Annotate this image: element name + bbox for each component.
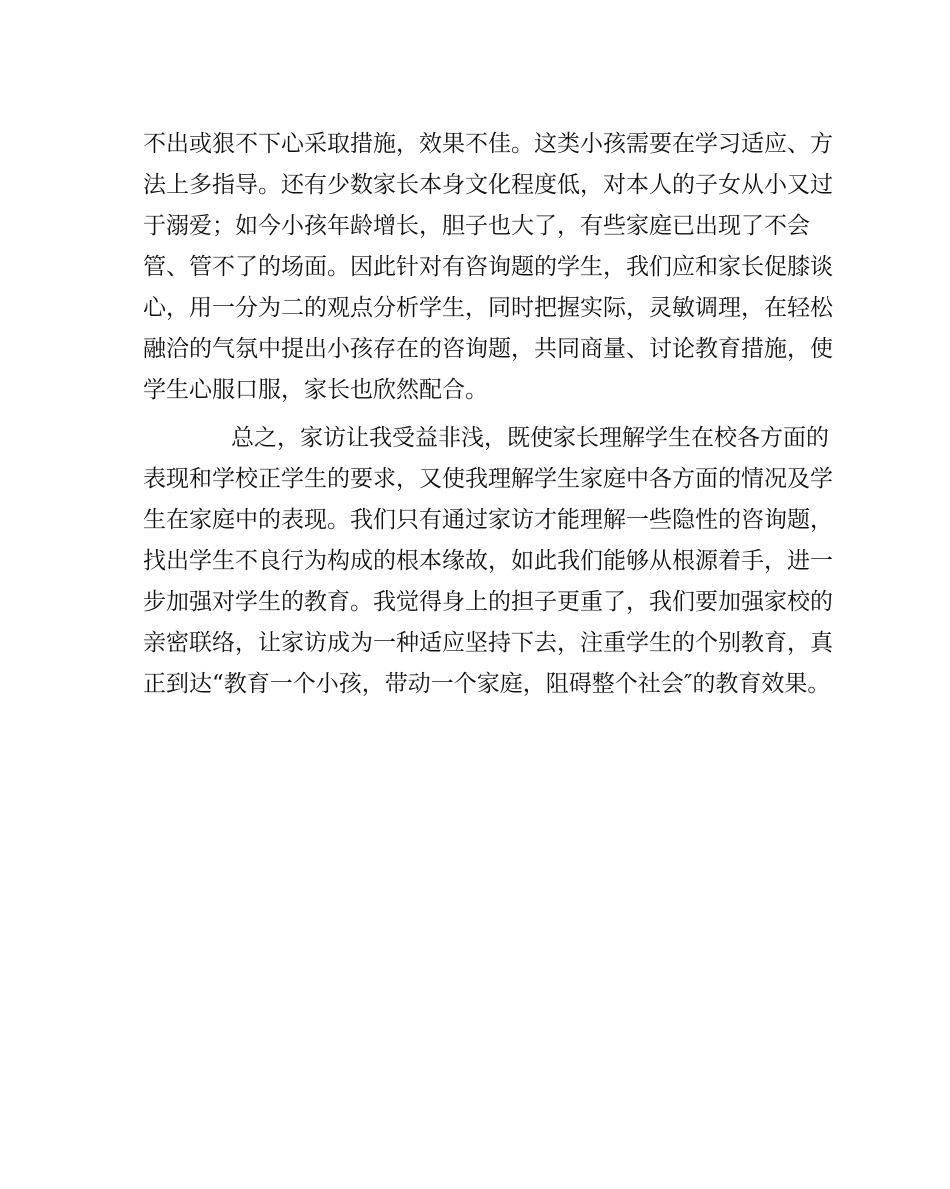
paragraph-2 <box>143 418 833 705</box>
paragraph-2-line-3: 生在家庭中的表现。我们只有通过家访才能理解一些隐性的咨询题， <box>143 507 833 533</box>
body-text <box>143 124 833 705</box>
paragraph-1-line-3: 于溺爱；如今小孩年龄增长，胆子也大了，有些家庭已出现了不会 <box>143 213 810 239</box>
paragraph-2-line-6: 亲密联络，让家访成为一种适应坚持下去，注重学生的个别教育，真 <box>143 630 833 656</box>
paragraph-2-line-4: 找出学生不良行为构成的根本缘故，如此我们能够从根源着手，进一 <box>143 548 833 574</box>
paragraph-2-line-7: 正到达“教育一个小孩，带动一个家庭，阻碍整个社会″的教育效果。 <box>143 671 831 697</box>
paragraph-2-line-5: 步加强对学生的教育。我觉得身上的担子更重了，我们要加强家校的 <box>143 589 833 615</box>
paragraph-2-line-2: 表现和学校正学生的要求，又使我理解学生家庭中各方面的情况及学 <box>143 466 833 492</box>
paragraph-1-line-2: 法上多指导。还有少数家长本身文化程度低，对本人的子女从小又过 <box>143 172 833 198</box>
paragraph-1 <box>143 124 833 411</box>
paragraph-1-line-5: 心，用一分为二的观点分析学生，同时把握实际，灵敏调理，在轻松 <box>143 295 833 321</box>
paragraph-spacer <box>143 411 823 418</box>
paragraph-2-line-1: 总之，家访让我受益非浅，既使家长理解学生在校各方面的 <box>231 425 829 451</box>
paragraph-1-line-1: 不出或狠不下心采取措施，效果不佳。这类小孩需要在学习适应、方 <box>143 131 833 157</box>
paragraph-1-line-7: 学生心服口服，家长也欣然配合。 <box>143 377 488 403</box>
paragraph-1-line-6: 融洽的气氛中提出小孩存在的咨询题，共同商量、讨论教育措施，使 <box>143 336 833 362</box>
paragraph-1-line-4: 管、管不了的场面。因此针对有咨询题的学生，我们应和家长促膝谈 <box>143 254 833 280</box>
